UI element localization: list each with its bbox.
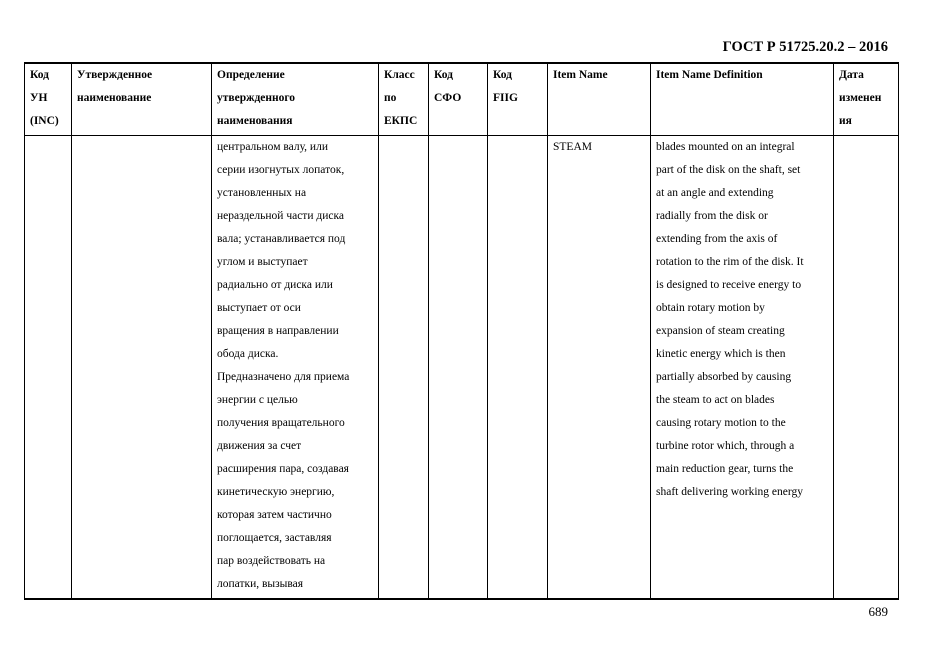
- text-line: нераздельной части диска: [217, 210, 344, 222]
- column-header-item-name: [548, 63, 651, 136]
- text-line: радиально от диска или: [217, 279, 333, 291]
- text-line: Предназначено для приема: [217, 371, 350, 383]
- text-line: kinetic energy which is then: [656, 348, 786, 360]
- text-line: Дата: [839, 69, 864, 81]
- text-line: radially from the disk or: [656, 210, 768, 222]
- cell-item-name: STEAM: [548, 136, 651, 600]
- text-line: part of the disk on the shaft, set: [656, 164, 801, 176]
- text-line: вала; устанавливается под: [217, 233, 346, 245]
- text-line: blades mounted on an integral: [656, 141, 795, 153]
- cell-approved-name: [72, 136, 212, 600]
- text-line: the steam to act on blades: [656, 394, 775, 406]
- text-line: энергии с целью: [217, 394, 298, 406]
- text-line: (INC): [30, 115, 59, 127]
- cell-fsc-class: [379, 136, 429, 600]
- cell-definition-ru: [212, 136, 379, 600]
- text-line: rotation to the rim of the disk. It: [656, 256, 804, 268]
- table-header-row: [25, 63, 899, 136]
- column-header-item-name-definition: [651, 63, 834, 136]
- text-line: Код: [30, 69, 50, 81]
- table-row: [25, 136, 899, 600]
- text-line: Класс: [384, 69, 415, 81]
- column-header-fiig-code: [488, 63, 548, 136]
- column-header-fsc-class: [379, 63, 429, 136]
- text-line: ЕКПС: [384, 115, 418, 127]
- text-line: Код: [493, 69, 513, 81]
- text-line: Item Name Definition: [656, 69, 763, 81]
- text-line: partially absorbed by causing: [656, 371, 792, 383]
- text-line: которая затем частично: [217, 509, 332, 521]
- text-line: Код: [434, 69, 454, 81]
- cell-definition-en: [651, 136, 834, 600]
- column-header-definition: [212, 63, 379, 136]
- text-line: наименование: [77, 92, 152, 104]
- text-line: at an angle and extending: [656, 187, 774, 199]
- text-line: extending from the axis of: [656, 233, 778, 245]
- cell-change-date: [834, 136, 899, 600]
- column-header-sfo-code: [429, 63, 488, 136]
- text-line: main reduction gear, turns the: [656, 463, 794, 475]
- text-line: лопатки, вызывая: [217, 578, 304, 590]
- text-line: causing rotary motion to the: [656, 417, 786, 429]
- text-line: shaft delivering working energy: [656, 486, 804, 498]
- text-line: Item Name: [553, 69, 608, 81]
- text-line: наименования: [217, 115, 293, 127]
- text-line: УН: [30, 92, 48, 104]
- text-line: обода диска.: [217, 348, 279, 360]
- text-line: кинетическую энергию,: [217, 486, 335, 498]
- text-line: углом и выступает: [217, 256, 308, 268]
- text-line: расширения пара, создавая: [217, 463, 349, 475]
- column-header-approved-name: [72, 63, 212, 136]
- column-header-inc: [25, 63, 72, 136]
- text-line: поглощается, заставляя: [217, 532, 332, 544]
- text-line: Утвержденное: [77, 69, 153, 81]
- text-line: выступает от оси: [217, 302, 301, 314]
- column-header-change-date: [834, 63, 899, 136]
- text-line: пар воздействовать на: [217, 555, 326, 567]
- text-line: утвержденного: [217, 92, 296, 104]
- text-line: движения за счет: [217, 440, 302, 452]
- text-line: Определение: [217, 69, 285, 81]
- text-line: центральном валу, или: [217, 141, 328, 153]
- text-line: серии изогнутых лопаток,: [217, 164, 345, 176]
- text-line: СФО: [434, 92, 462, 104]
- text-line: ия: [839, 115, 852, 127]
- text-line: obtain rotary motion by: [656, 302, 765, 314]
- text-line: FIIG: [493, 92, 518, 104]
- text-line: expansion of steam creating: [656, 325, 785, 337]
- cell-inc: [25, 136, 72, 600]
- text-line: is designed to receive energy to: [656, 279, 802, 291]
- text-line: получения вращательного: [217, 417, 345, 429]
- text-line: вращения в направлении: [217, 325, 339, 337]
- cell-sfo-code: [429, 136, 488, 600]
- cell-fiig-code: [488, 136, 548, 600]
- text-line: установленных на: [217, 187, 307, 199]
- catalog-table: [24, 62, 899, 600]
- text-line: изменен: [839, 92, 882, 104]
- text-line: по: [384, 92, 397, 104]
- page-number: 689: [868, 604, 888, 619]
- text-line: turbine rotor which, through a: [656, 440, 795, 452]
- standard-designation: ГОСТ Р 51725.20.2 – 2016: [722, 39, 888, 55]
